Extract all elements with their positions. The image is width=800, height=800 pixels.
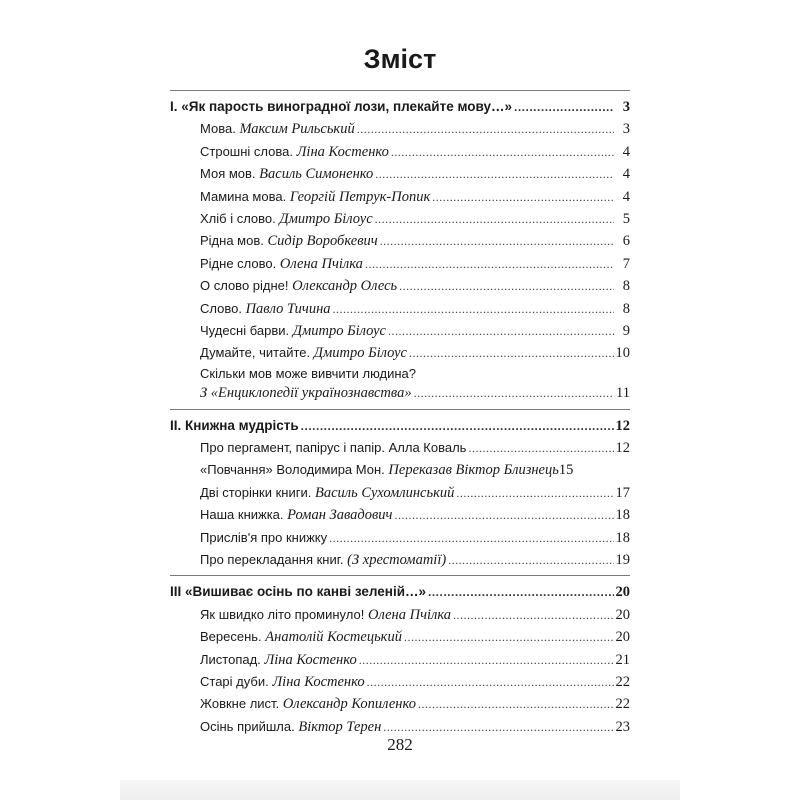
leader-dots: [453, 604, 613, 626]
leader-dots: [367, 671, 614, 693]
page-ref: 5: [622, 210, 630, 227]
author-name: Олександр Копиленко: [282, 696, 416, 713]
work-title: Старі дуби.: [200, 673, 269, 689]
toc-entry[interactable]: [170, 693, 630, 715]
leader-dots: [391, 141, 614, 163]
leader-dots: [456, 482, 613, 504]
leader-dots: [301, 415, 614, 437]
page-ref: 18: [615, 529, 630, 546]
leader-dots: [448, 549, 613, 571]
leader-dots: [399, 275, 614, 297]
leader-dots: [359, 649, 614, 671]
toc-entry[interactable]: [170, 504, 630, 526]
work-title: Жовкне лист.: [200, 696, 280, 712]
leader-dots: [333, 298, 614, 320]
author-name: Дмитро Білоус: [313, 345, 407, 362]
toc-entry[interactable]: [170, 208, 630, 230]
page-number: 282: [387, 735, 413, 754]
work-title: Рідне слово.: [200, 255, 277, 271]
toc-entry[interactable]: [170, 298, 630, 320]
author-name: Ліна Костенко: [264, 651, 357, 668]
page-ref: 20: [615, 584, 630, 601]
section-title: ІІІ «Вишиває осінь по канві зеленій…»: [170, 584, 427, 600]
leader-dots: [514, 96, 614, 118]
leader-dots: [380, 230, 614, 252]
page-ref: 22: [615, 696, 630, 713]
page-ref: 10: [615, 345, 630, 362]
page-ref: 18: [615, 507, 630, 524]
author-name: Олена Пчілка: [367, 606, 452, 623]
page-ref: 3: [622, 121, 630, 138]
work-title: Моя мов.: [200, 166, 256, 182]
work-title: Думайте, читайте.: [200, 345, 311, 361]
toc-section-2: [170, 409, 630, 576]
leader-dots: [432, 186, 614, 208]
page-ref: 4: [622, 166, 630, 183]
work-title: Листопад.: [200, 651, 261, 667]
leader-dots: [375, 208, 614, 230]
toc-entry[interactable]: [170, 626, 630, 648]
page-edge-shadow: [120, 780, 680, 800]
toc-entry[interactable]: [170, 320, 630, 342]
toc-entry[interactable]: [170, 437, 630, 459]
toc-entry[interactable]: [170, 459, 630, 481]
author-name: Анатолій Костецький: [265, 629, 402, 646]
page-title: Зміст: [363, 44, 437, 74]
work-title: Наша книжка.: [200, 507, 284, 523]
page-ref: 22: [615, 673, 630, 690]
source-name: З «Енциклопедії українознавства»: [200, 384, 412, 401]
toc-entry-multiline-line1[interactable]: [170, 365, 630, 383]
toc-section-1: [170, 90, 630, 409]
leader-dots: [365, 253, 614, 275]
page-ref: 7: [622, 255, 630, 272]
leader-dots: [418, 693, 614, 715]
leader-dots: [414, 383, 614, 403]
toc-entry[interactable]: [170, 671, 630, 693]
work-title: Про пергамент, папірус і папір.: [200, 440, 385, 456]
leader-dots: [394, 504, 613, 526]
section-title: ІІ. Книжна мудрість: [170, 417, 299, 433]
work-title: Скільки мов може вивчити людина?: [200, 365, 417, 381]
page-ref: 21: [615, 651, 630, 668]
work-title: Хліб і слово.: [200, 210, 276, 226]
author-name: Василь Сухомлинський: [314, 484, 455, 501]
author-name: Георгій Петрук-Попик: [289, 188, 431, 205]
leader-dots: [357, 118, 614, 140]
page-ref: 15: [558, 462, 574, 479]
author-name: Максим Рильський: [239, 121, 355, 138]
work-title: Про перекладання книг.: [200, 552, 344, 568]
toc-entry[interactable]: [170, 342, 630, 364]
toc-entry[interactable]: [170, 549, 630, 571]
page-ref: 8: [622, 278, 630, 295]
page-ref: 4: [622, 188, 630, 205]
toc-entry[interactable]: [170, 527, 630, 549]
leader-dots: [409, 342, 614, 364]
page-ref: 9: [622, 322, 630, 339]
work-title: Як швидко літо проминуло!: [200, 606, 365, 622]
work-title: Мова.: [200, 121, 236, 137]
section-header[interactable]: [170, 581, 630, 603]
toc-entry-multiline-line2[interactable]: [170, 383, 630, 405]
work-title: «Повчання» Володимира Мон.: [200, 462, 385, 478]
author-name: Олександр Олесь: [292, 278, 398, 295]
work-title: Осінь прийшла.: [200, 718, 295, 734]
toc-entry[interactable]: [170, 253, 630, 275]
leader-dots: [375, 163, 614, 185]
work-title: Рідна мов.: [200, 233, 264, 249]
section-title: І. «Як парость виноградної лози, плекайте мову…»: [170, 99, 513, 114]
work-title: Вересень.: [200, 629, 262, 645]
page-ref: 20: [615, 629, 630, 646]
page-ref: 4: [622, 143, 630, 160]
page-ref: 20: [615, 606, 630, 623]
page-ref: 12: [615, 440, 630, 457]
author-name: Роман Завадович: [287, 507, 393, 524]
page-ref: 19: [615, 552, 630, 569]
toc-section-3: [170, 575, 630, 742]
toc-entry[interactable]: [170, 186, 630, 208]
section-header[interactable]: [170, 96, 630, 118]
page-ref: 11: [616, 384, 630, 401]
page-ref: 8: [622, 300, 630, 317]
table-of-contents: [170, 90, 630, 742]
work-title: Строшні слова.: [200, 143, 293, 159]
work-title: Дві сторінки книги.: [200, 484, 312, 500]
author-name: Олена Пчілка: [279, 255, 363, 272]
page-ref: 17: [615, 484, 630, 501]
section-header[interactable]: [170, 415, 630, 437]
author-name: Дмитро Білоус: [292, 322, 386, 339]
author-name: Сидір Воробкевич: [267, 233, 378, 250]
work-title: Слово.: [200, 300, 242, 316]
page-ref: 6: [622, 233, 630, 250]
leader-dots: [468, 437, 613, 459]
author-name: (З хрестоматії): [347, 552, 447, 569]
toc-entry[interactable]: [170, 275, 630, 297]
leader-dots: [428, 581, 613, 603]
toc-entry[interactable]: [170, 163, 630, 185]
author-name: Переказав Віктор Близнець: [388, 462, 559, 479]
toc-entry[interactable]: [170, 118, 630, 140]
work-title: Чудесні барви.: [200, 322, 290, 338]
author-name: Ліна Костенко: [272, 673, 365, 690]
author-name: Василь Симоненко: [259, 166, 374, 183]
work-title: Мамина мова.: [200, 188, 287, 204]
author-name: Дмитро Білоус: [279, 210, 373, 227]
work-title: О слово рідне!: [200, 278, 289, 294]
author-name: Павло Тичина: [245, 300, 331, 317]
author-name: Ліна Костенко: [296, 143, 389, 160]
leader-dots: [329, 527, 613, 549]
toc-entry[interactable]: [170, 141, 630, 163]
page-ref: 3: [622, 99, 630, 115]
toc-entry[interactable]: [170, 482, 630, 504]
page-ref: 23: [615, 718, 630, 735]
toc-entry[interactable]: [170, 604, 630, 626]
page-ref: 12: [615, 417, 630, 434]
toc-entry[interactable]: [170, 649, 630, 671]
leader-dots: [404, 626, 614, 648]
author-name: Віктор Терен: [298, 718, 382, 735]
author-name: Алла Коваль: [388, 440, 467, 456]
toc-entry[interactable]: [170, 230, 630, 252]
work-title: Прислів'я про книжку: [200, 529, 328, 545]
leader-dots: [388, 320, 614, 342]
